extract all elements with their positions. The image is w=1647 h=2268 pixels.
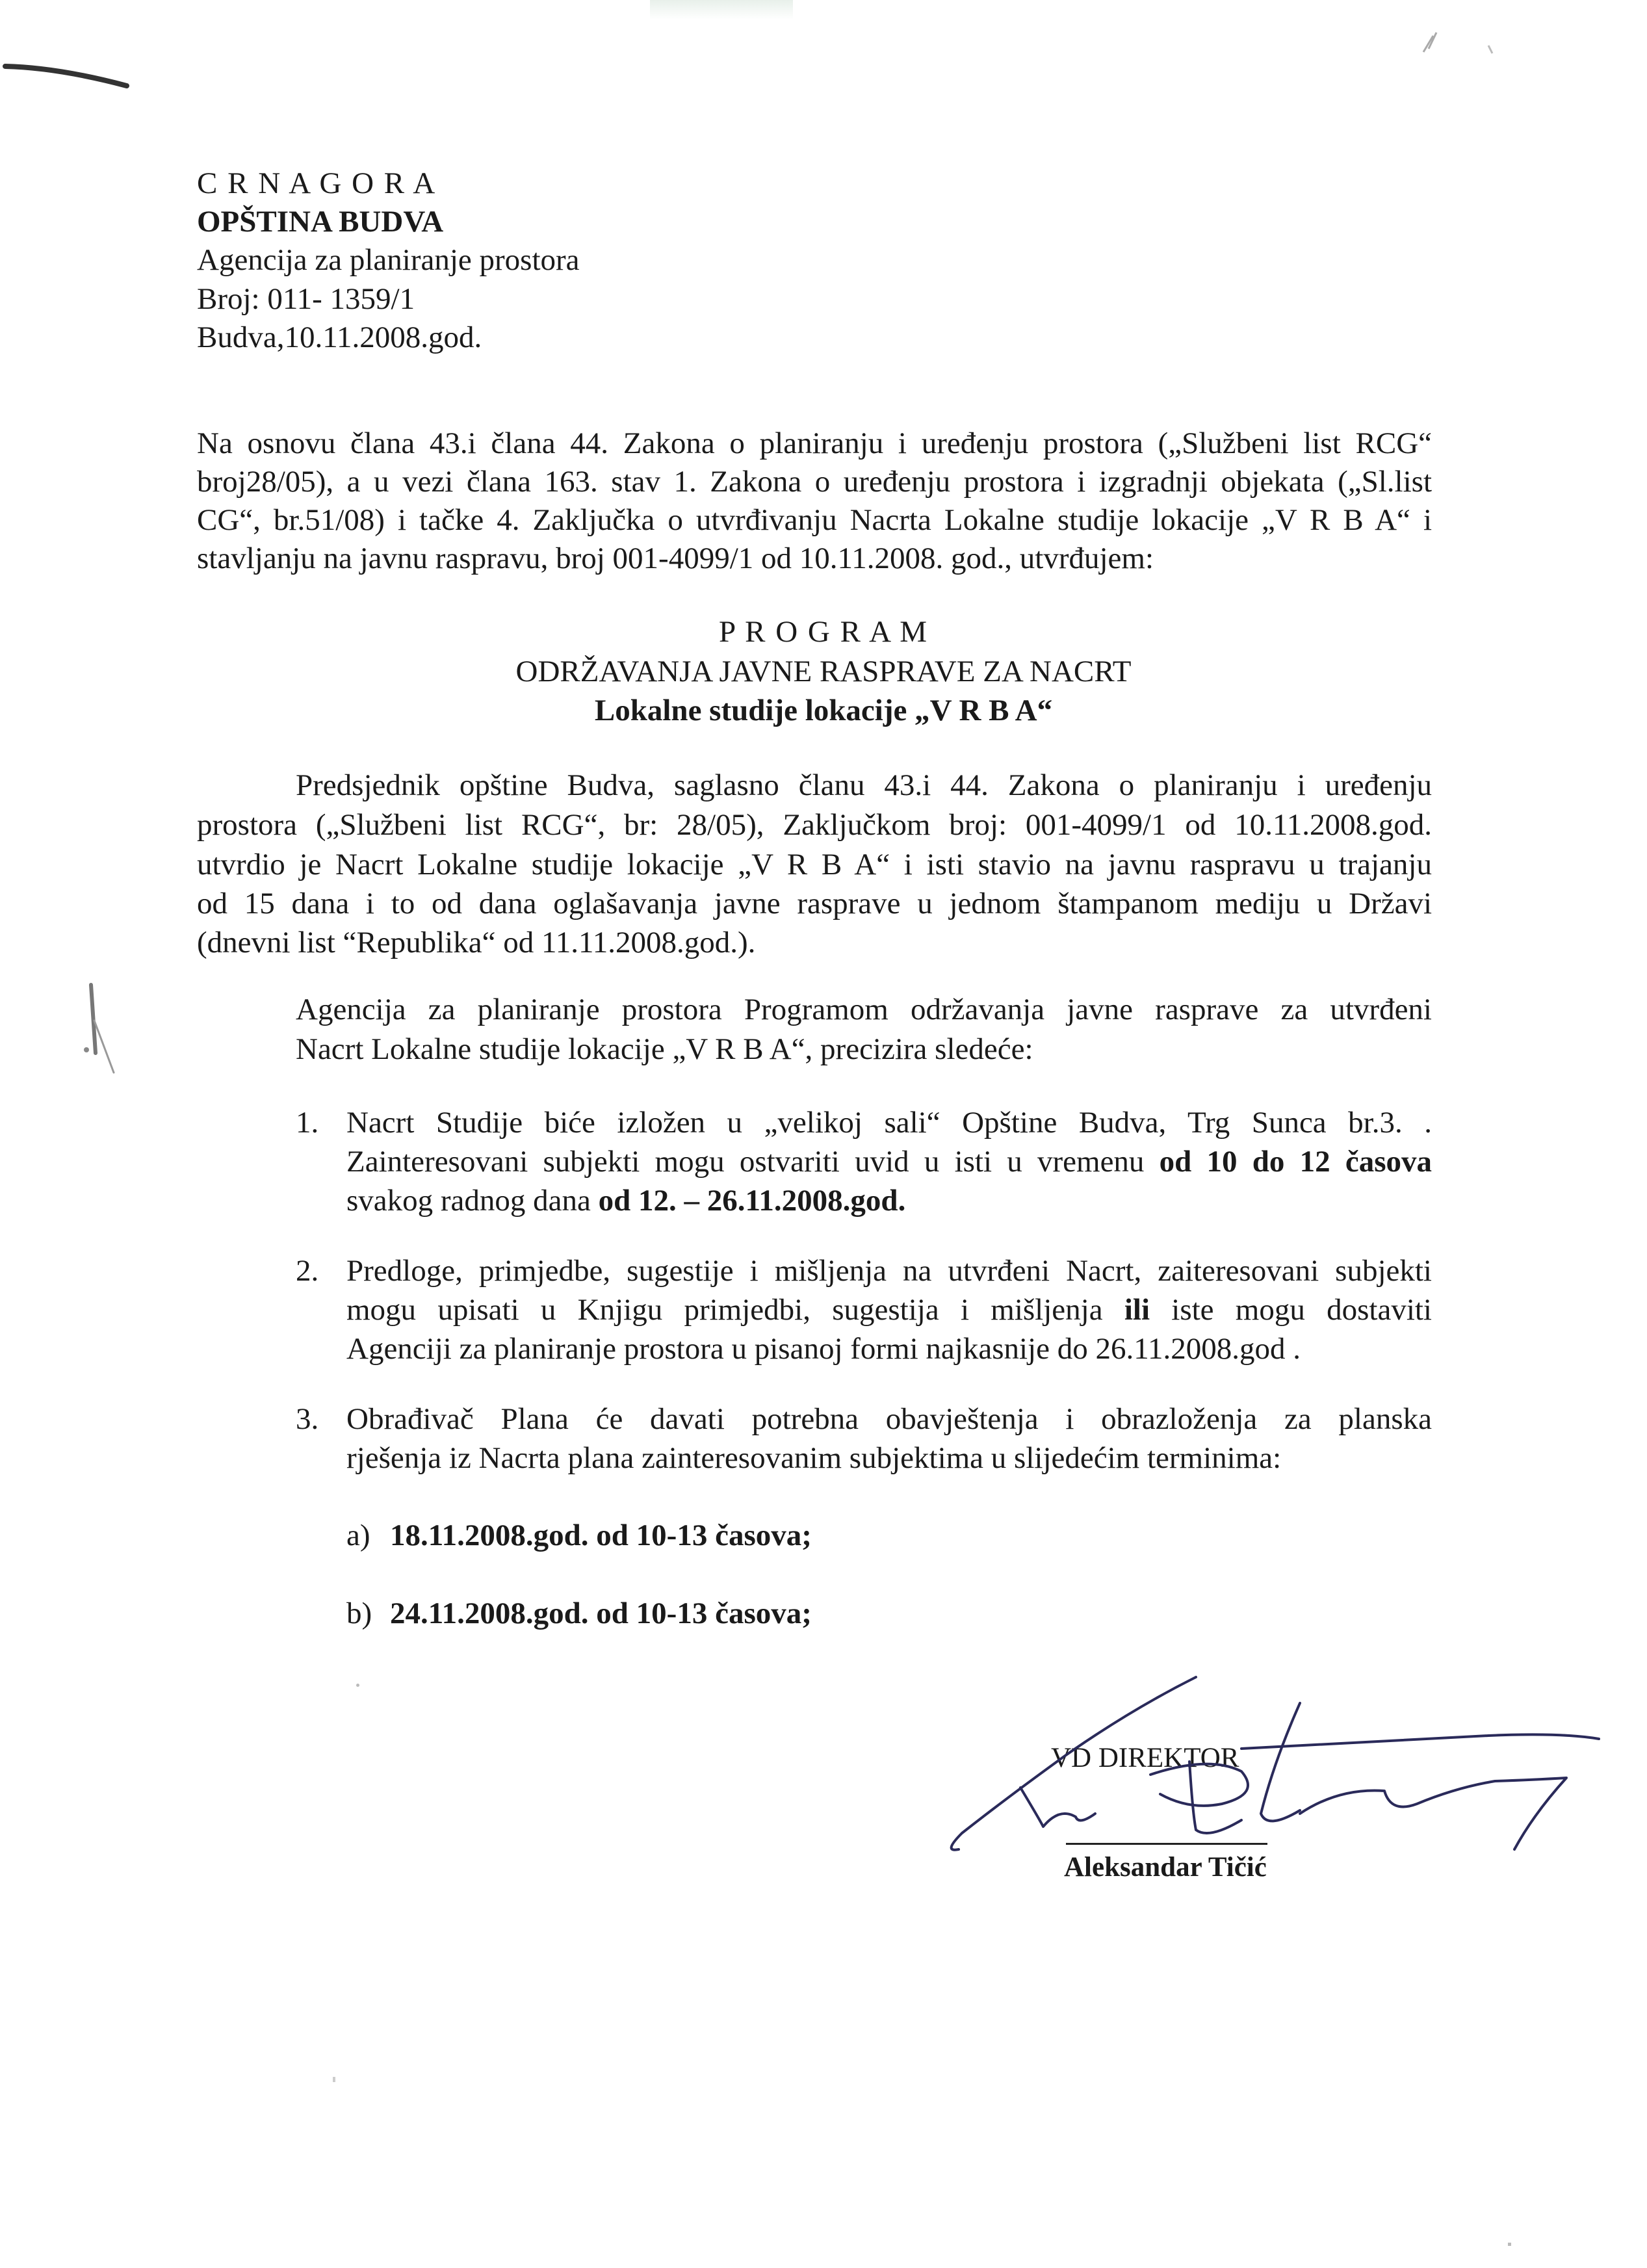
item-number: 2. bbox=[296, 1254, 319, 1288]
document-subtitle: ODRŽAVANJA JAVNE RASPRAVE ZA NACRT bbox=[515, 655, 1132, 688]
signature-title: VD DIREKTOR bbox=[1051, 1743, 1239, 1773]
para1-line: (dnevni list “Republika“ od 11.11.2008.god.). bbox=[197, 926, 756, 959]
scan-speck bbox=[1508, 2243, 1511, 2246]
scan-shadow-top bbox=[650, 0, 793, 20]
handwritten-signature bbox=[936, 1664, 1612, 1892]
item2-line bbox=[346, 1290, 1432, 1329]
term-label: a) bbox=[346, 1519, 370, 1552]
item1-dates: od 12. – 26.11.2008.god. bbox=[598, 1184, 906, 1218]
item1-line: Nacrt Studije biće izložen u „velikoj sali“ Opštine Budva, Trg Sunca br.3. . bbox=[346, 1106, 1432, 1140]
scan-mark-top-left bbox=[0, 52, 130, 91]
scan-speck bbox=[356, 1684, 359, 1687]
item-number: 3. bbox=[296, 1402, 319, 1436]
document-subtitle-bold: Lokalne studije lokacije „V R B A“ bbox=[594, 694, 1053, 727]
header-number: Broj: 011- 1359/1 bbox=[197, 282, 415, 316]
para1-line: prostora („Službeni list RCG“, br: 28/05), Zaključkom broj: 001-4099/1 od 10.11.2008.god. bbox=[197, 808, 1432, 842]
item2-line: Agenciji za planiranje prostora u pisanoj formi najkasnije do 26.11.2008.god . bbox=[346, 1332, 1301, 1366]
para2-line: Agencija za planiranje prostora Programom održavanja javne rasprave za utvrđeni bbox=[296, 993, 1432, 1026]
signature-name: Aleksandar Tičić bbox=[1064, 1852, 1267, 1883]
intro-line: stavljanju na javnu raspravu, broj 001-4099/1 od 10.11.2008. god., utvrđujem: bbox=[197, 541, 1154, 575]
item-number: 1. bbox=[296, 1106, 319, 1140]
item1-line2-text: Zainteresovani subjekti mogu ostvariti uvid u isti u vremenu bbox=[346, 1145, 1160, 1179]
header-agency: Agencija za planiranje prostora bbox=[197, 243, 580, 277]
item3-line: rješenja iz Nacrta plana zainteresovanim subjektima u slijedećim terminima: bbox=[346, 1441, 1282, 1475]
intro-line: Na osnovu člana 43.i člana 44. Zakona o planiranju i uređenju prostora („Službeni list RCG“ bbox=[197, 426, 1432, 460]
item1-line bbox=[346, 1142, 1432, 1181]
header-municipality: OPŠTINA BUDVA bbox=[197, 205, 444, 239]
item2-line2-text: mogu upisati u Knjigu primjedbi, sugestija i mišljenja bbox=[346, 1293, 1124, 1327]
intro-line: CG“, br.51/08) i tačke 4. Zaključka o utvrđivanju Nacrta Lokalne studije lokacije „V R B A“ i bbox=[197, 503, 1432, 537]
para1-line: Predsjednik opštine Budva, saglasno članu 43.i 44. Zakona o planiranju i uređenju bbox=[296, 768, 1432, 802]
document-title: P R O G R A M bbox=[718, 615, 929, 649]
item2-line2-text-end: iste mogu dostaviti bbox=[1150, 1293, 1432, 1327]
item1-line bbox=[346, 1181, 905, 1220]
term-text: 24.11.2008.god. od 10-13 časova; bbox=[390, 1597, 812, 1630]
para1-line: od 15 dana i to od dana oglašavanja javne rasprave u jednom štampanom mediju u Državi bbox=[197, 887, 1432, 920]
item2-line: Predloge, primjedbe, sugestije i mišljenja na utvrđeni Nacrt, zaiteresovani subjekti bbox=[346, 1254, 1432, 1288]
intro-line: broj28/05), a u vezi člana 163. stav 1. Zakona o uređenju prostora i izgradnji objekata („Sl.list bbox=[197, 465, 1432, 499]
header-place-date: Budva,10.11.2008.god. bbox=[197, 320, 482, 354]
scan-speck bbox=[333, 2077, 335, 2082]
term-label: b) bbox=[346, 1597, 372, 1630]
scan-mark-left bbox=[75, 982, 133, 1099]
para2-line: Nacrt Lokalne studije lokacije „V R B A“, precizira sledeće: bbox=[296, 1032, 1033, 1066]
term-text: 18.11.2008.god. od 10-13 časova; bbox=[390, 1519, 812, 1552]
item3-line: Obrađivač Plana će davati potrebna obavještenja i obrazloženja za planska bbox=[346, 1402, 1432, 1436]
para1-line: utvrdio je Nacrt Lokalne studije lokacije „V R B A“ i isti stavio na javnu raspravu u trajanju bbox=[197, 848, 1432, 881]
scan-mark-top-right bbox=[1410, 26, 1501, 65]
header-country: C R N A G O R A bbox=[197, 166, 437, 200]
item2-or: ili bbox=[1124, 1293, 1150, 1327]
item1-line3-text: svakog radnog dana bbox=[346, 1184, 599, 1218]
item1-hours: od 10 do 12 časova bbox=[1159, 1145, 1432, 1179]
